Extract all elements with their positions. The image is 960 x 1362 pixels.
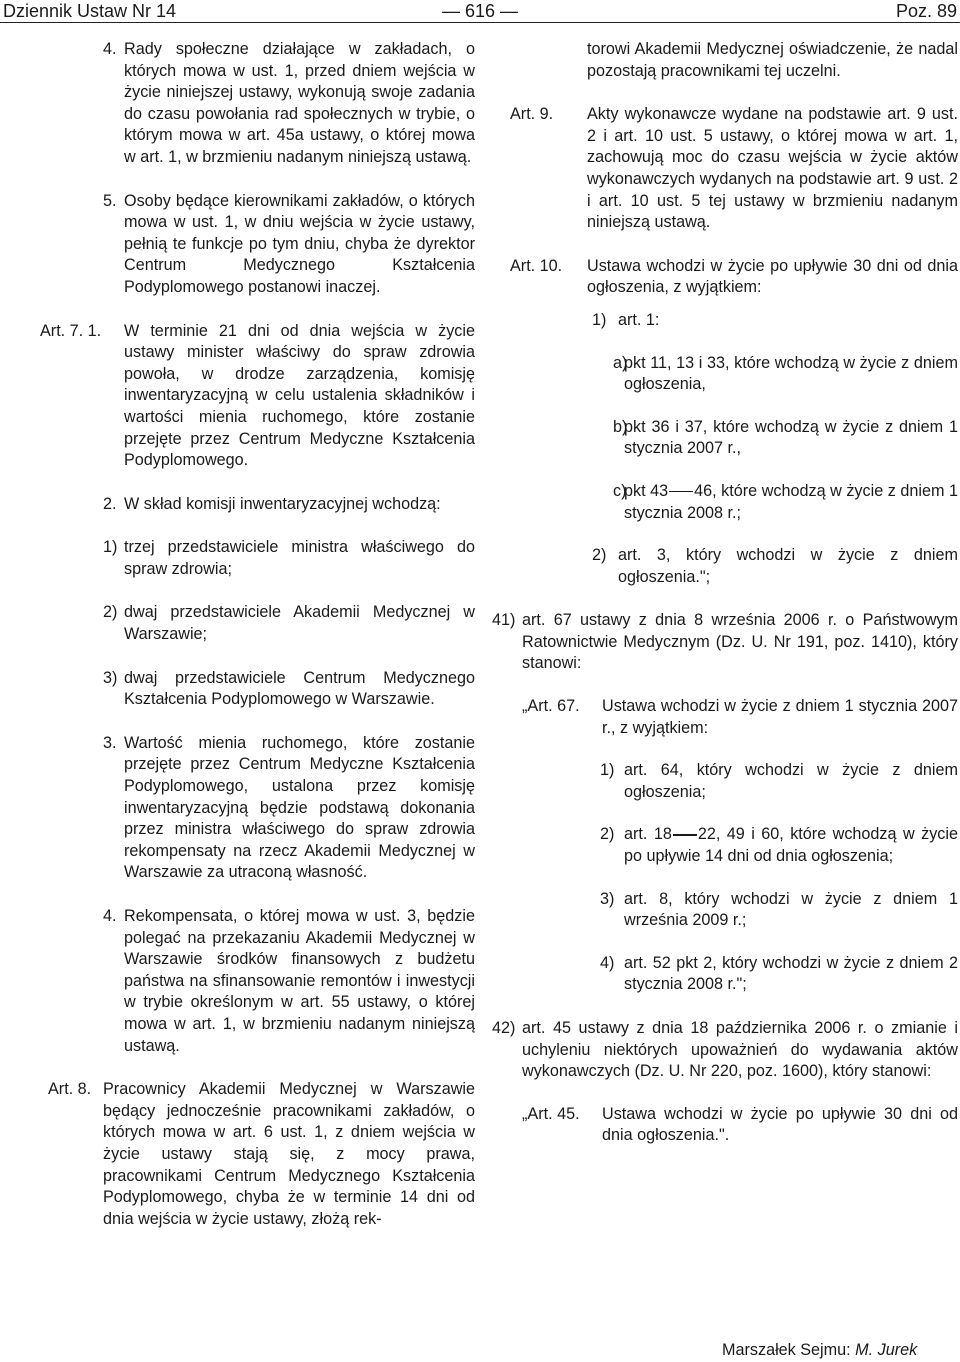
range-dash bbox=[673, 834, 697, 836]
list-text: art. 8, który wchodzi w życie z dniem 1 września 2009 r.; bbox=[624, 889, 958, 930]
paragraph-number: 4. bbox=[103, 907, 117, 925]
article-67-item-4 bbox=[492, 953, 958, 996]
list-text: dwaj przedstawiciele Akademii Medycznej w Warszawie; bbox=[124, 603, 475, 644]
list-number: 2) bbox=[600, 825, 615, 844]
article-number: Art. 9. bbox=[510, 105, 554, 124]
list-number: 3) bbox=[600, 889, 615, 908]
item-number: 42) bbox=[492, 1019, 516, 1037]
position-number: Poz. 89 bbox=[895, 1, 957, 21]
paragraph-text: Osoby będące kierownikami zakładów, o których mowa w ust. 1, w dniu wejścia w życie ustawy, pełnią te funkcje po tym dniu, chyba że dyrektor Centrum Medycznego Kształcenia Podyplomowego postanowi inaczej. bbox=[124, 191, 475, 296]
quoted-article-67 bbox=[492, 696, 958, 739]
list-text: 46, które wchodzą w życie z dniem 1 stycznia 2008 r.; bbox=[624, 481, 958, 522]
page-number: — 616 — bbox=[441, 1, 519, 21]
list-number: 1) bbox=[592, 310, 607, 329]
list-letter: b) bbox=[613, 417, 628, 436]
list-number: 4) bbox=[600, 953, 615, 972]
item-text: art. 67 ustawy z dnia 8 września 2006 r. o Państwowym Ratownictwie Medycznym (Dz. U. Nr 191, poz. 1410), który stanowi: bbox=[522, 611, 958, 673]
list-number: 3) bbox=[103, 668, 118, 687]
list-text: trzej przedstawiciele ministra właściwego do spraw zdrowia; bbox=[124, 538, 475, 578]
article-67-item-3 bbox=[492, 889, 958, 932]
list-number: 1) bbox=[600, 761, 615, 780]
paragraph-text: Rekompensata, o której mowa w ust. 3, będzie polegać na przekazaniu Akademii Medycznej w Warszawie środków finansowych z budżetu państwa na sfinansowanie remontów i inwestycji w trybie określonym w art. 55 ustawy, o której mowa w art. 1, w brzmieniu nadanym niniejszą ustawą. bbox=[124, 907, 475, 1055]
article-10-item-2 bbox=[492, 545, 958, 588]
quoted-article-45 bbox=[492, 1104, 958, 1147]
list-item bbox=[40, 668, 475, 711]
signature-name: M. Jurek bbox=[855, 1341, 918, 1359]
list-text: art. 52 pkt 2, który wchodzi w życie z dniem 2 stycznia 2008 r."; bbox=[624, 953, 958, 994]
article-10 bbox=[492, 256, 958, 299]
article-text: Pracownicy Akademii Medycznej w Warszawie będący jednocześnie pracownikami zakładów, o których mowa w art. 6 ust. 1, z dniem wejścia w życie ustawy stają się, z mocy prawa, pracownikami Centrum Medycznego Kształcenia Podyplomowego, chyba że w terminie 14 dni od dnia wejścia w życie ustawy, złożą rek- bbox=[103, 1080, 475, 1228]
article-number: „Art. 67. bbox=[522, 697, 580, 716]
left-column bbox=[40, 39, 475, 1230]
paragraph-4b bbox=[40, 906, 475, 1057]
paragraph-text: Wartość mienia ruchomego, które zostanie przejęte przez Centrum Medyczne Kształcenia Podyplomowego, ustalona przez komisję inwentaryzacyjną będzie podstawą dokonania przez ministra właściwego do spraw zdrowia rekompensaty na rzecz Akademii Medycznej w Warszawie za utraconą własność. bbox=[124, 733, 475, 882]
journal-title: Dziennik Ustaw Nr 14 bbox=[3, 1, 177, 21]
paragraph-2 bbox=[40, 494, 475, 516]
signature bbox=[722, 1340, 917, 1362]
signature-role: Marszałek Sejmu: bbox=[722, 1341, 851, 1359]
page-header bbox=[0, 0, 960, 24]
article-7 bbox=[40, 321, 475, 472]
list-number: 2) bbox=[592, 546, 607, 565]
list-number: 1) bbox=[103, 538, 118, 557]
list-text: art. 64, który wchodzi w życie z dniem ogłoszenia; bbox=[624, 761, 958, 801]
article-number: „Art. 45. bbox=[522, 1104, 580, 1123]
list-text: pkt 36 i 37, które wchodzą w życie z dniem 1 stycznia 2007 r., bbox=[624, 417, 958, 458]
article-10-item-1b bbox=[492, 417, 958, 460]
range-dash bbox=[669, 491, 693, 493]
article-67-item-1 bbox=[492, 760, 958, 803]
list-text: dwaj przedstawiciele Centrum Medycznego Kształcenia Podyplomowego w Warszawie. bbox=[124, 668, 475, 709]
list-text: art. 18 bbox=[624, 825, 672, 844]
article-8-continuation: torowi Akademii Medycznej oświadczenie, że nadal pozostają pracownikami tej uczelni. bbox=[587, 40, 958, 80]
paragraph-number: 4. bbox=[103, 40, 117, 58]
paragraph-text: Rady społeczne działające w zakładach, o których mowa w ust. 1, przed dniem wejścia w życie niniejszej ustawy, wykonują swoje zadania do czasu powołania rad społecznych w trybie, o którym mowa w art. 45a ustawy, o której mowa w art. 1, w brzmieniu nadanym niniejszą ustawą. bbox=[124, 40, 475, 166]
article-text: Ustawa wchodzi w życie po upływie 30 dni od dnia ogłoszenia, z wyjątkiem: bbox=[587, 256, 958, 297]
list-letter: c) bbox=[613, 481, 627, 500]
article-9 bbox=[492, 104, 958, 234]
article-10-item-1 bbox=[492, 310, 958, 332]
list-text: art. 1: bbox=[618, 310, 660, 329]
item-text: art. 45 ustawy z dnia 18 października 2006 r. o zmianie i uchyleniu niektórych upoważnień do wydawania aktów wykonawczych (Dz. U. Nr 220, poz. 1600), który stanowi: bbox=[522, 1019, 958, 1081]
article-10-item-1c bbox=[492, 481, 958, 524]
article-number: Art. 10. bbox=[510, 256, 563, 275]
paragraph-4 bbox=[40, 39, 475, 169]
list-number: 2) bbox=[103, 603, 118, 622]
list-text: art. 3, który wchodzi w życie z dniem ogłoszenia."; bbox=[618, 546, 958, 586]
article-number: Art. 7. 1. bbox=[40, 321, 102, 340]
paragraph-number: 5. bbox=[103, 191, 117, 210]
article-text: W terminie 21 dni od dnia wejścia w życie ustawy minister właściwy do spraw zdrowia powoła, w drodze zarządzenia, komisję inwentaryzacyjną w celu ustalenia składników i wartości mienia ruchomego, które zostanie przejęte przez Centrum Medyczne Kształcenia Podyplomowego. bbox=[124, 321, 475, 470]
article-67-item-2 bbox=[492, 824, 958, 867]
paragraph-text: W skład komisji inwentaryzacyjnej wchodzą: bbox=[124, 494, 441, 513]
list-item bbox=[40, 537, 475, 580]
paragraph-number: 3. bbox=[103, 733, 117, 752]
list-item bbox=[40, 602, 475, 645]
paragraph-5 bbox=[40, 191, 475, 299]
item-42 bbox=[492, 1018, 958, 1083]
item-number: 41) bbox=[492, 611, 516, 630]
article-number: Art. 8. bbox=[48, 1080, 92, 1099]
item-41 bbox=[492, 610, 958, 675]
list-text: pkt 43 bbox=[624, 481, 669, 500]
right-column bbox=[492, 39, 958, 1147]
list-text: 22, 49 i 60, które wchodzą w życie po upływie 14 dni od dnia ogłoszenia; bbox=[624, 825, 958, 866]
list-letter: a) bbox=[613, 353, 628, 372]
article-text: Ustawa wchodzi w życie po upływie 30 dni od dnia ogłoszenia.". bbox=[602, 1104, 958, 1145]
paragraph-3 bbox=[40, 733, 475, 884]
article-8 bbox=[40, 1079, 475, 1230]
article-text: Akty wykonawcze wydane na podstawie art. 9 ust. 2 i art. 10 ust. 5 ustawy, o której mowa w art. 1, zachowują moc do czasu wejścia w życie aktów wykonawczych wydanych na podstawie art. 9 ust. 2 i art. 10 ust. 5 tej ustawy w brzmieniu nadanym niniejszą ustawą. bbox=[587, 105, 958, 232]
article-10-item-1a bbox=[492, 353, 958, 396]
header-rule bbox=[0, 22, 960, 23]
paragraph-number: 2. bbox=[103, 494, 117, 513]
article-text: Ustawa wchodzi w życie z dniem 1 stycznia 2007 r., z wyjątkiem: bbox=[602, 697, 958, 737]
list-text: pkt 11, 13 i 33, które wchodzą w życie z dniem ogłoszenia, bbox=[624, 353, 958, 394]
